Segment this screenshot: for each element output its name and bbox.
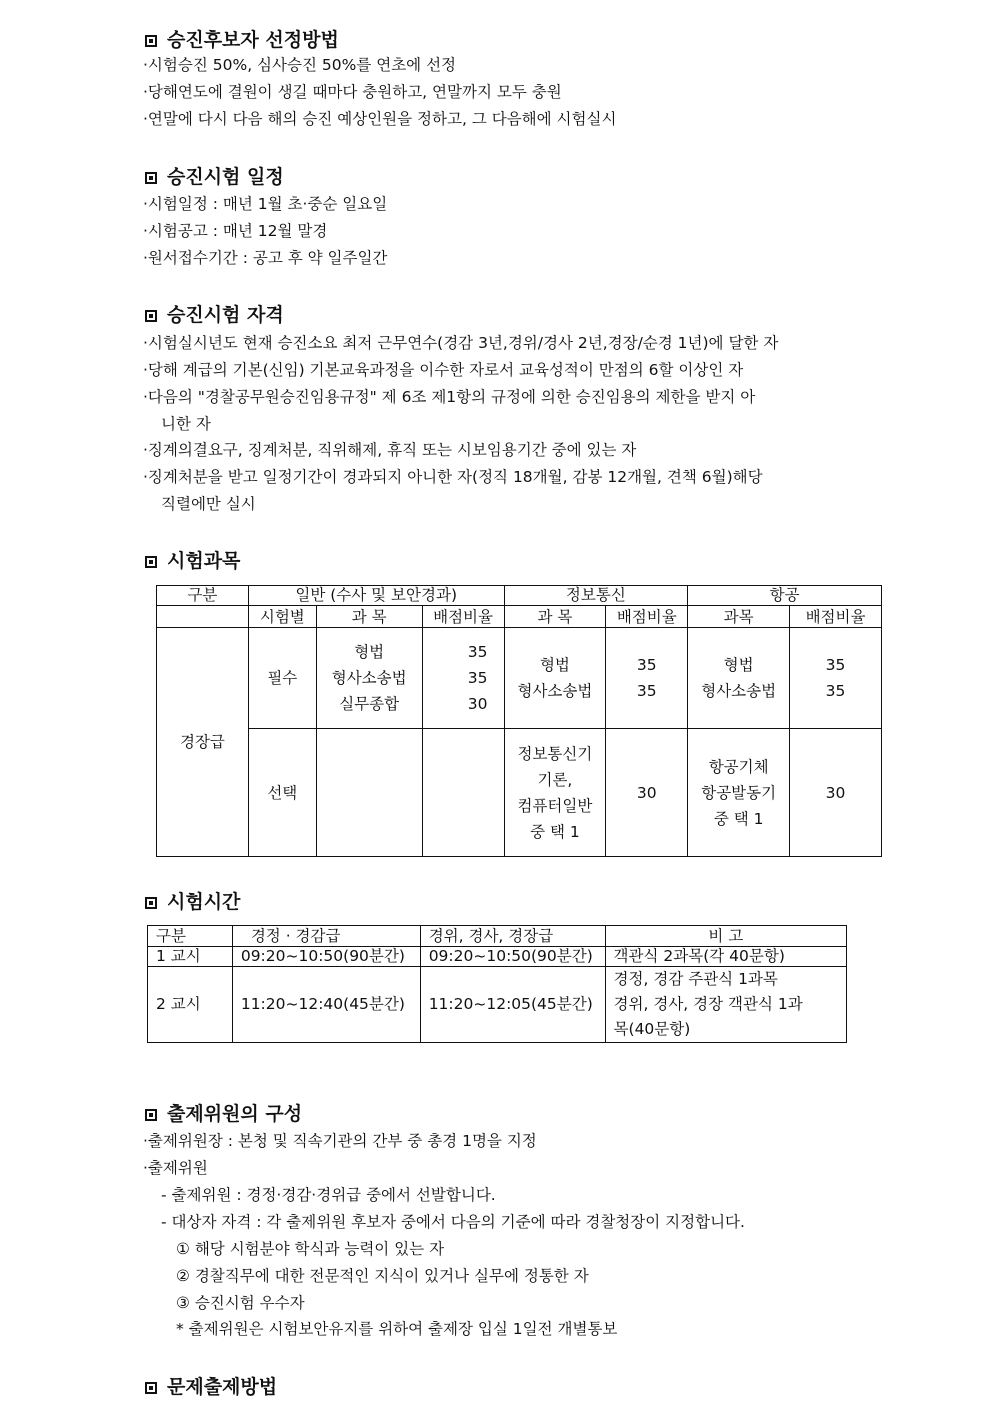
square-bullet-icon bbox=[145, 35, 157, 47]
text-line: ·시험실시년도 현재 승진소요 최저 근무연수(경감 3년,경위/경사 2년,경장/순경 1년)에 달한 자 bbox=[143, 334, 779, 352]
note-text: 경위, 경사, 경장 객관식 1과 bbox=[613, 995, 803, 1013]
square-bullet-icon bbox=[145, 172, 157, 184]
table-cell: 09:20~10:50(90분간) bbox=[420, 947, 605, 967]
text-line: ·원서접수기간 : 공고 후 약 일주일간 bbox=[143, 249, 388, 267]
table-cell bbox=[422, 628, 504, 729]
text-line: ·당해 계급의 기본(신임) 기본교육과정을 이수한 자로서 교육성적이 만점의 6할 이상인 자 bbox=[143, 361, 744, 379]
text-line: ·출제위원장 : 본청 및 직속기관의 간부 중 총경 1명을 지정 bbox=[143, 1132, 537, 1150]
ratio-text: 35 bbox=[467, 669, 488, 687]
note-text: 경정, 경감 주관식 1과목 bbox=[613, 970, 778, 988]
rank-cell: 경장급 bbox=[157, 628, 249, 857]
text-line: - 출제위원 : 경정·경감·경위급 중에서 선발합니다. bbox=[161, 1186, 496, 1204]
table-cell bbox=[316, 628, 422, 729]
table-header-cell: 과 목 bbox=[504, 606, 606, 628]
text-line: ·연말에 다시 다음 해의 승진 예상인원을 정하고, 그 다음해에 시험실시 bbox=[143, 110, 617, 128]
table-cell: 11:20~12:05(45분간) bbox=[420, 967, 605, 1043]
note-text: 목(40문항) bbox=[613, 1020, 691, 1038]
table-header-cell: 과 목 bbox=[316, 606, 422, 628]
section-title-text: 시험시간 bbox=[167, 891, 241, 913]
ratio-text: 30 bbox=[467, 695, 488, 713]
table-cell bbox=[605, 967, 846, 1043]
table-row bbox=[148, 947, 847, 967]
text-line: 직렬에만 실시 bbox=[161, 495, 256, 513]
table-cell: 11:20~12:40(45분간) bbox=[232, 967, 420, 1043]
table-cell: 1 교시 bbox=[148, 947, 233, 967]
table-header-cell: 구분 bbox=[157, 586, 249, 606]
subject-text: 형법 bbox=[354, 643, 385, 661]
section-title-text: 문제출제방법 bbox=[167, 1376, 278, 1398]
section-title-candidate-selection bbox=[145, 25, 339, 52]
text-line: ·당해연도에 결원이 생길 때마다 충원하고, 연말까지 모두 충원 bbox=[143, 83, 562, 101]
table-cell: 2 교시 bbox=[148, 967, 233, 1043]
text-line: * 출제위원은 시험보안유지를 위하여 출제장 입실 1일전 개별통보 bbox=[176, 1320, 618, 1338]
table-header-cell: 정보통신 bbox=[504, 586, 688, 606]
table-header-cell: 과목 bbox=[688, 606, 790, 628]
table-header-row bbox=[148, 926, 847, 947]
subject-text: 기론, bbox=[537, 770, 573, 789]
text-line: ③ 승진시험 우수자 bbox=[176, 1294, 305, 1312]
ratio-text: 35 bbox=[636, 656, 657, 674]
exam-time-table bbox=[147, 925, 847, 1043]
subject-text: 형법 bbox=[723, 656, 754, 674]
subject-text: 중 택 1 bbox=[530, 822, 580, 841]
table-header-cell: 일반 (수사 및 보안경과) bbox=[248, 586, 504, 606]
subject-text: 형사소송법 bbox=[517, 682, 593, 700]
exam-subjects-table bbox=[156, 585, 882, 857]
table-cell bbox=[504, 628, 606, 729]
text-line: ·시험일정 : 매년 1월 초·중순 일요일 bbox=[143, 195, 388, 213]
text-line: ② 경찰직무에 대한 전문적인 지식이 있거나 실무에 정통한 자 bbox=[176, 1267, 589, 1285]
ratio-text: 35 bbox=[825, 682, 846, 700]
ratio-text: 35 bbox=[467, 643, 488, 661]
table-cell bbox=[688, 628, 790, 729]
section-title-text: 승진시험 일정 bbox=[167, 166, 284, 188]
table-cell bbox=[316, 729, 422, 857]
text-line: ·출제위원 bbox=[143, 1159, 208, 1177]
section-title-exam-time bbox=[145, 887, 240, 914]
section-title-exam-eligibility bbox=[145, 300, 284, 327]
section-title-text: 출제위원의 구성 bbox=[167, 1103, 303, 1125]
text-line: ① 해당 시험분야 학식과 능력이 있는 자 bbox=[176, 1240, 445, 1258]
section-title-exam-subjects bbox=[145, 546, 240, 573]
table-header-cell: 구분 bbox=[148, 926, 233, 947]
table-cell: 객관식 2과목(각 40문항) bbox=[605, 947, 846, 967]
table-row bbox=[157, 628, 882, 729]
subject-text: 형사소송법 bbox=[701, 682, 777, 700]
table-header-cell: 배점비율 bbox=[790, 606, 882, 628]
table-cell bbox=[422, 729, 504, 857]
section-title-committee bbox=[145, 1099, 302, 1126]
text-line: ·징계의결요구, 징계처분, 직위해제, 휴직 또는 시보임용기간 중에 있는 자 bbox=[143, 441, 637, 459]
section-title-exam-schedule bbox=[145, 162, 284, 189]
subject-text: 실무종합 bbox=[339, 695, 400, 713]
table-header-cell: 항공 bbox=[688, 586, 882, 606]
text-line: ·시험공고 : 매년 12월 말경 bbox=[143, 222, 328, 240]
square-bullet-icon bbox=[145, 897, 157, 909]
subject-text: 형사소송법 bbox=[331, 669, 407, 687]
section-title-text: 승진후보자 선정방법 bbox=[167, 29, 339, 51]
text-line: - 대상자 자격 : 각 출제위원 후보자 중에서 다음의 기준에 따라 경찰청장이 지정합니다. bbox=[161, 1213, 745, 1231]
table-cell: 30 bbox=[790, 729, 882, 857]
square-bullet-icon bbox=[145, 1109, 157, 1121]
section-title-text: 시험과목 bbox=[167, 550, 241, 572]
table-cell bbox=[688, 729, 790, 857]
section-title-question-method bbox=[145, 1372, 277, 1399]
table-row bbox=[157, 729, 882, 857]
ratio-text: 35 bbox=[825, 656, 846, 674]
square-bullet-icon bbox=[145, 556, 157, 568]
table-header-cell: 경위, 경사, 경장급 bbox=[420, 926, 605, 947]
table-header-cell: 배점비율 bbox=[606, 606, 688, 628]
table-row bbox=[148, 967, 847, 1043]
section-title-text: 승진시험 자격 bbox=[167, 304, 284, 326]
text-line: 니한 자 bbox=[161, 415, 211, 433]
subject-text: 항공기체 bbox=[708, 757, 769, 776]
table-cell: 09:20~10:50(90분간) bbox=[232, 947, 420, 967]
table-header-row bbox=[157, 606, 882, 628]
table-header-cell: 비 고 bbox=[605, 926, 846, 947]
text-line: ·시험승진 50%, 심사승진 50%를 연초에 선정 bbox=[143, 56, 457, 74]
text-line: ·다음의 "경찰공무원승진임용규정" 제 6조 제1항의 규정에 의한 승진임용의 제한을 받지 아 bbox=[143, 388, 756, 406]
table-cell: 30 bbox=[606, 729, 688, 857]
table-cell bbox=[790, 628, 882, 729]
subject-text: 형법 bbox=[539, 656, 570, 674]
table-header-cell: 배점비율 bbox=[422, 606, 504, 628]
table-cell: 필수 bbox=[248, 628, 316, 729]
table-header-cell: 시험별 bbox=[248, 606, 316, 628]
text-line: ·징계처분을 받고 일정기간이 경과되지 아니한 자(정직 18개월, 감봉 12개월, 견책 6월)해당 bbox=[143, 468, 763, 486]
subject-text: 컴퓨터일반 bbox=[517, 796, 593, 815]
ratio-text: 35 bbox=[636, 682, 657, 700]
square-bullet-icon bbox=[145, 1382, 157, 1394]
square-bullet-icon bbox=[145, 310, 157, 322]
subject-text: 정보통신기 bbox=[517, 744, 593, 763]
table-cell bbox=[606, 628, 688, 729]
table-cell: 선택 bbox=[248, 729, 316, 857]
subject-text: 중 택 1 bbox=[713, 809, 764, 828]
table-header-cell: 경정 · 경감급 bbox=[232, 926, 420, 947]
table-header-cell bbox=[157, 606, 249, 628]
table-cell bbox=[504, 729, 606, 857]
subject-text: 항공발동기 bbox=[701, 783, 777, 802]
table-header-row bbox=[157, 586, 882, 606]
